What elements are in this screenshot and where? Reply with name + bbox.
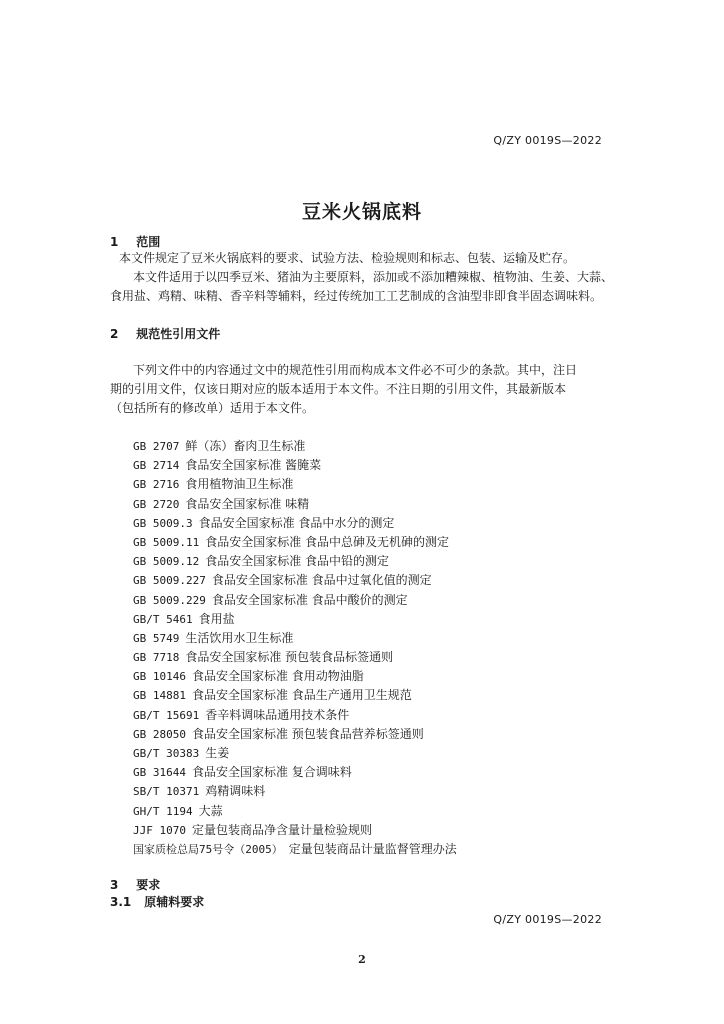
standard-list-item xyxy=(133,763,457,782)
section-number: 2 xyxy=(110,327,119,341)
standard-code: GB/T 15691 xyxy=(133,708,200,722)
standard-list-item xyxy=(133,533,457,552)
standard-list-item xyxy=(133,782,457,801)
standard-code: GB 2716 xyxy=(133,478,180,492)
standard-list-item xyxy=(133,495,457,514)
standard-code: GB 5009.227 xyxy=(133,574,206,588)
standard-code: GB 7718 xyxy=(133,651,180,665)
standard-code: GB 2714 xyxy=(133,459,180,473)
standard-title: 鸡精调味料 xyxy=(205,784,266,799)
standard-code: GB 5009.229 xyxy=(133,593,206,607)
standard-title: 食用植物油卫生标准 xyxy=(185,477,294,492)
standard-title: 鲜（冻）畜肉卫生标准 xyxy=(185,439,306,453)
standard-list-item xyxy=(133,475,457,494)
section-title: 范围 xyxy=(136,235,161,249)
standard-title: 食品安全国家标准 预包装食品标签通则 xyxy=(185,650,394,665)
standard-list-item xyxy=(133,725,457,744)
standard-code: GB 2720 xyxy=(133,497,180,511)
standard-title: 定量包装商品计量监督管理办法 xyxy=(288,841,457,856)
standard-title: 大蒜 xyxy=(198,803,223,818)
section-title: 规范性引用文件 xyxy=(136,327,221,341)
standard-title: 食品安全国家标准 食品中总砷及无机砷的测定 xyxy=(205,534,450,549)
standard-code: GB/T 30383 xyxy=(133,747,200,760)
scope-paragraph-line: 本文件适用于以四季豆米、猪油为主要原料，添加或不添加糟辣椒、植物油、生姜、大蒜、 xyxy=(133,270,614,284)
standard-list-item xyxy=(133,706,457,725)
standard-list-item xyxy=(133,629,457,648)
standard-title: 生姜 xyxy=(205,746,230,760)
standard-title: 食用盐 xyxy=(198,611,235,626)
standard-list-item xyxy=(133,456,457,475)
subsection-heading-raw-materials xyxy=(110,893,204,910)
standard-list-item xyxy=(133,821,457,840)
standard-title: 食品安全国家标准 味精 xyxy=(185,496,310,511)
document-title: 豆米火锅底料 xyxy=(301,201,422,223)
standard-code: GB 10146 xyxy=(133,670,186,684)
document-code-header: Q/ZY 0019S—2022 xyxy=(493,134,602,147)
standard-list-item xyxy=(133,591,457,610)
standard-title: 食品安全国家标准 食品中铅的测定 xyxy=(205,554,390,569)
subsection-title: 原辅料要求 xyxy=(144,895,205,909)
subsection-number: 3.1 xyxy=(110,895,132,909)
standard-title: 生活饮用水卫生标准 xyxy=(185,630,294,645)
standard-list-item xyxy=(133,610,457,629)
standard-code: GB 2707 xyxy=(133,440,180,453)
standard-title: 食品安全国家标准 酱腌菜 xyxy=(185,458,322,473)
standard-list-item xyxy=(133,802,457,821)
scope-paragraph-line: 食用盐、鸡精、味精、香辛料等辅料，经过传统加工工艺制成的含油型非即食半固态调味料。 xyxy=(110,289,603,303)
standard-list-item xyxy=(133,571,457,590)
standard-title: 食品安全国家标准 食品生产通用卫生规范 xyxy=(191,688,412,703)
standard-code: GB 31644 xyxy=(133,766,186,780)
standard-code: GB 28050 xyxy=(133,727,186,741)
standard-list-item xyxy=(133,514,457,533)
scope-paragraph-line: 本文件规定了豆米火锅底料的要求、试验方法、检验规则和标志、包装、运输及贮存。 xyxy=(119,251,576,265)
section-heading-requirements xyxy=(110,876,160,893)
standard-code: GH/T 1194 xyxy=(133,804,193,818)
standard-list-item xyxy=(133,744,457,763)
standard-list-item xyxy=(133,686,457,705)
standard-list-item xyxy=(133,552,457,571)
section-heading-scope xyxy=(110,233,160,250)
standard-code: GB 5009.12 xyxy=(133,555,200,569)
standard-code: GB 5749 xyxy=(133,631,180,645)
standard-code: GB/T 5461 xyxy=(133,612,193,626)
standard-title: 食品安全国家标准 预包装食品营养标签通则 xyxy=(191,726,424,741)
page-number: 2 xyxy=(358,953,366,966)
standard-title: 食品安全国家标准 食品中酸价的测定 xyxy=(211,592,408,607)
section-heading-references xyxy=(110,325,220,342)
standard-list-item xyxy=(133,667,457,686)
standard-title: 食品安全国家标准 食用动物油脂 xyxy=(191,669,364,684)
standard-code: JJF 1070 xyxy=(133,823,186,837)
standard-title: 定量包装商品净含量计量检验规则 xyxy=(191,822,372,837)
standard-list-item xyxy=(133,437,457,456)
standard-list-item xyxy=(133,648,457,667)
standard-code: GB 14881 xyxy=(133,689,186,703)
standard-title: 食品安全国家标准 食品中水分的测定 xyxy=(198,515,395,530)
standard-code: GB 5009.11 xyxy=(133,535,200,549)
references-paragraph-line: （包括所有的修改单）适用于本文件。 xyxy=(110,401,315,415)
standard-title: 食品安全国家标准 复合调味料 xyxy=(191,765,352,780)
references-paragraph-line: 期的引用文件，仅该日期对应的版本适用于本文件。不注日期的引用文件，其最新版本 xyxy=(110,382,567,396)
document-code-footer: Q/ZY 0019S—2022 xyxy=(493,913,602,926)
standard-list-item xyxy=(133,840,457,859)
standard-title: 食品安全国家标准 食品中过氧化值的测定 xyxy=(211,573,432,588)
standard-code: SB/T 10371 xyxy=(133,785,200,799)
section-number: 3 xyxy=(110,878,119,892)
references-paragraph-line: 下列文件中的内容通过文中的规范性引用而构成本文件必不可少的条款。其中，注日 xyxy=(133,363,578,377)
standard-code: 国家质检总局75号令（2005） xyxy=(133,842,283,856)
standard-code: GB 5009.3 xyxy=(133,516,193,530)
section-number: 1 xyxy=(110,235,119,249)
section-title: 要求 xyxy=(136,878,161,892)
referenced-standards-list xyxy=(133,437,457,859)
standard-title: 香辛料调味品通用技术条件 xyxy=(205,707,350,722)
